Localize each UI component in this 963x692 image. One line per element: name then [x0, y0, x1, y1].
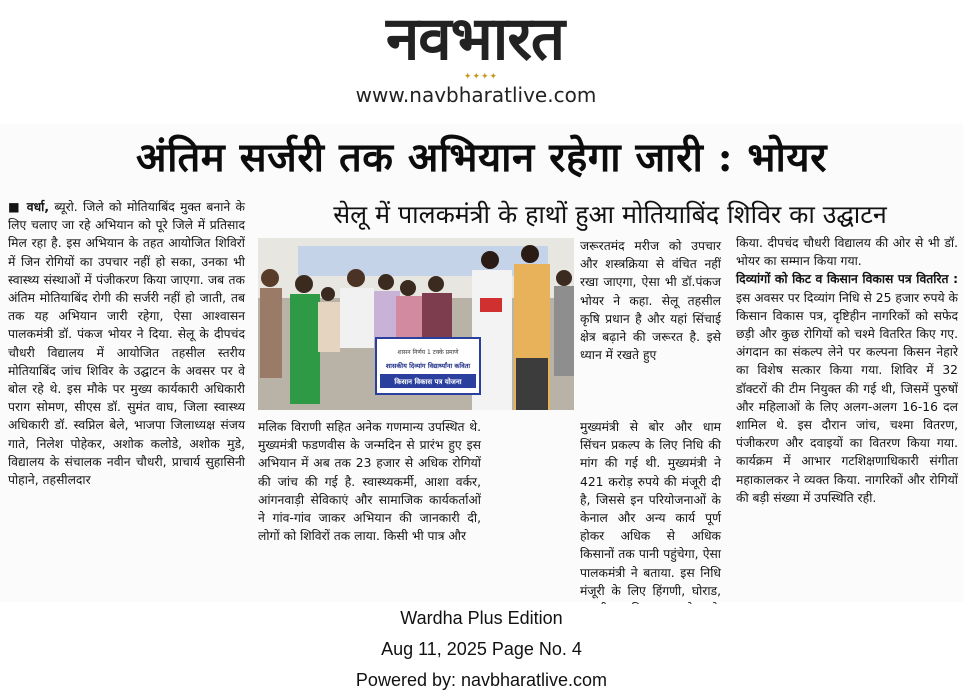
article-headline: अंतिम सर्जरी तक अभियान रहेगा जारी : भोयर — [136, 134, 827, 181]
article-subheadline: सेलू में पालकमंत्री के हाथों हुआ मोतियाबिंद शिविर का उद्घाटन — [333, 200, 887, 229]
banner-line-2: शासकीय दिव्यांग विद्यार्थ्यांना कविता — [385, 362, 471, 370]
column-4-body: इस अवसर पर दिव्यांग निधि से 25 हजार रुपये के किसान विकास पत्र, दृष्टिहीन नागरिकों को सफेद छड़ी और कुछ रोगियों को चश्मे वितरित किए गए. अंगदान का संकल्प लेने पर कल्पना किसन नेहारे का विशेष सत्कार किया गया. शिविर में 32 डॉक्टरों की टीम नियुक्त की गई थी, जिसमें पुरुषों और महिलाओं के लिए अलग-अलग 16-16 दल शामिल थे. इस दौरान जांच, चश्मा वितरण, पंजीकरण और दवाइयों का वितरण किया गया. कार्यक्रम में आभार गटशिक्षणाधिकारी संगीता महाकालकर ने व्यक्त किया. नागरिकों और रोगियों की बड़ी संख्या में उपस्थिति रही. — [736, 290, 958, 505]
article-column-1 — [8, 198, 245, 489]
column-4-subhead: दिव्यांगों को किट व किसान विकास पत्र वितरित : — [736, 272, 958, 287]
powered-by-label: Powered by: navbharatlive.com — [355, 670, 608, 690]
column-4-intro: किया. दीपचंद चौधरी विद्यालय की ओर से भी डॉ. भोयर का सम्मान किया गया. — [736, 236, 958, 269]
masthead — [0, 0, 963, 120]
date-page-label: Aug 11, 2025 Page No. 4 — [381, 639, 582, 659]
event-photo-illustration — [258, 238, 574, 410]
article-column-2: मलिक विराणी सहित अनेक गणमान्य उपस्थित थे. मुख्यमंत्री फडणवीस के जन्मदिन से प्रारंभ हुए इस अभियान में अब तक 23 हजार से अधिक रोगियों की जांच की गई है. स्वास्थ्यकर्मी, आशा वर्कर, आंगनवाड़ी सेविकाएं और सामाजिक कार्यकर्ताओं ने गांव-गांव जाकर अभियान की जानकारी दी, लोगों को शिविरों तक लाया. किसी भी पात्र और — [258, 420, 481, 544]
article-column-3-bottom: मुख्यमंत्री से बोर और धाम सिंचन प्रकल्प के लिए निधि की मांग की गई थी. मुख्यमंत्री ने 421 करोड़ रुपये की मंजूरी दी है, जिससे इन परियोजनाओं के केनाल और अन्य कार्य पूर्ण होकर अधिक से अधिक किसानों तक पानी पहुंचेगा, ऐसा पालकमंत्री ने बताया. इस निधि मंजूरी के लिए हिंगणी, घोराड, — [580, 420, 721, 598]
column-1-text: ब्यूरो. जिले को मोतियाबिंद मुक्त बनाने के लिए चलाए जा रहे अभियान को पूरे जिले में प्रतिसाद मिल रहा है. इस अभियान के तहत आयोजित शिविरों में जिन रोगियों का उपचार नहीं हो सका, उनका भी स्वास्थ्य संस्थाओं में पंजीकरण किया जाएगा. जब तक अंतिम मोतियाबिंद रोगी की सर्जरी नहीं हो जाती, तब तक यह अभियान जारी रहेगा, ऐसा आश्वासन पालकमंत्री डॉ. पंकज भोयर ने दिया. सेलू के दीपचंद चौधरी विद्यालय में आयोजित तहसील स्तरीय मोतियाबिंद जांच शिविर के उद्घाटन के अवसर पर वे बोल रहे थे. इस मौके पर मुख्य कार्यकारी अधिकारी पराग सोमण, सीएस डॉ. सुमंत वाघ, जिला स्वास्थ्य अधिकारी डॉ. स्वप्निल बेले, भाजपा जिलाध्यक्ष संजय गाते, निलेश पोहेकर, अशोक कलोडे, अशोक मुडे, विद्यालय के संचालक नवीन चौधरी, प्राचार्य सुहासिनी पोहाने, तहसीलदार — [8, 200, 245, 488]
newspaper-logo: नवभारत — [385, 4, 565, 74]
banner-line-3: किसान विकास पत्र योजना — [394, 378, 462, 386]
banner-line-1: शासन निर्णय 1 टक्के प्रमाणे — [397, 349, 459, 356]
dateline: ■ वर्धा, — [8, 200, 49, 214]
website-url[interactable]: www.navbharatlive.com — [355, 83, 597, 107]
edition-label: Wardha Plus Edition — [400, 608, 563, 628]
article-column-3-top: जरूरतमंद मरीज को उपचार और शस्त्रक्रिया से वंचित नहीं रखा जाएगा, ऐसा भी डॉ.पंकज भोयर ने कहा. सेलू तहसील कृषि प्रधान है और यहां सिंचाई क्षेत्र बढ़ाने की जरूरत है. इसे ध्यान में रखते हुए — [580, 239, 721, 363]
logo-stars: ✦✦✦✦ — [463, 72, 499, 82]
article-photo — [258, 238, 574, 410]
article-column-4 — [736, 234, 958, 507]
